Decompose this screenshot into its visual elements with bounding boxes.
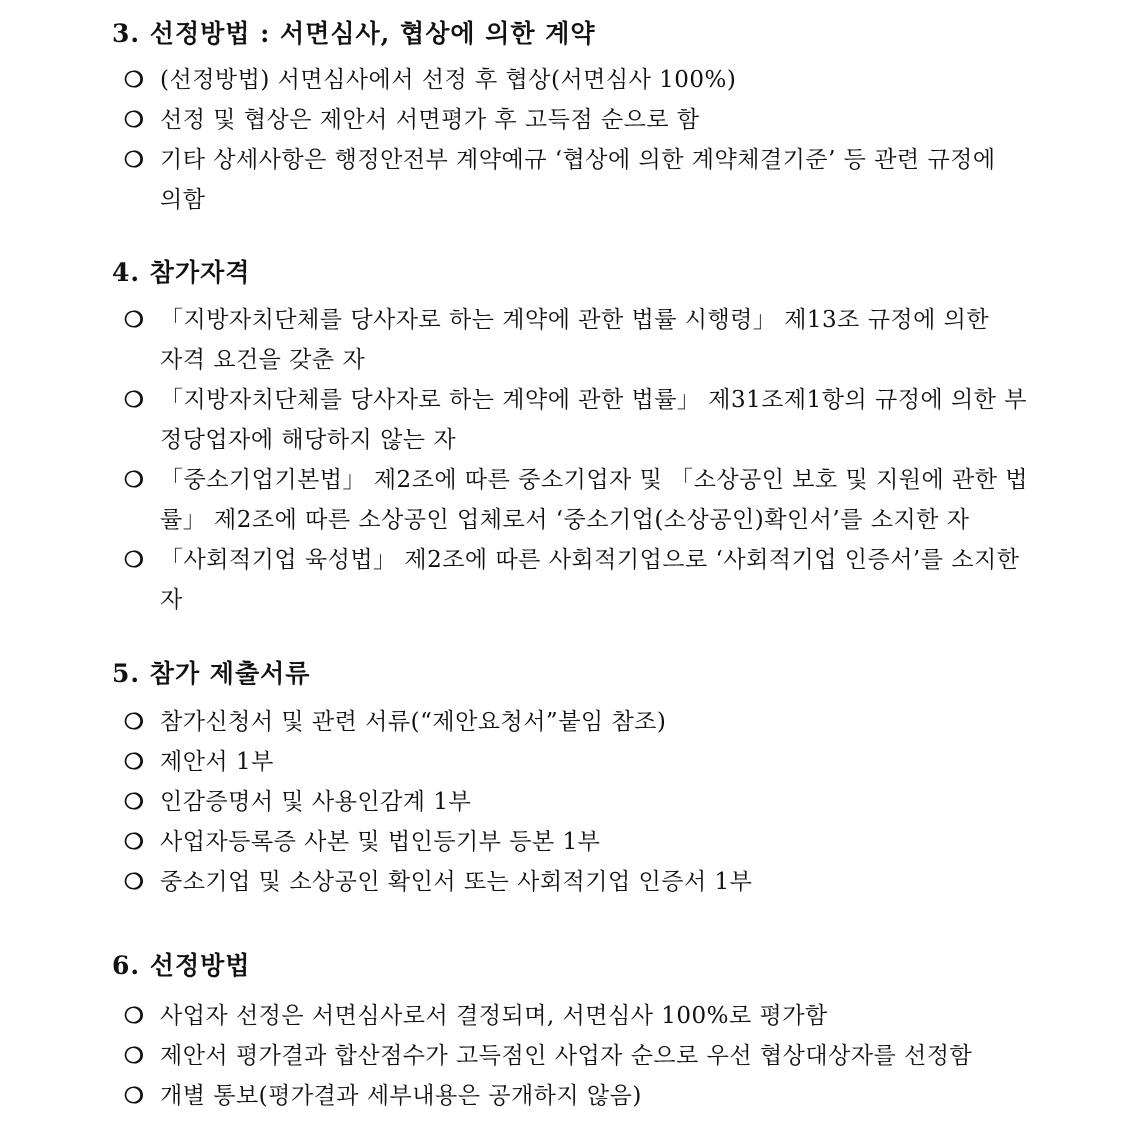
list-item xyxy=(124,140,1044,220)
bullet-icon: ❍ xyxy=(124,869,145,895)
item-text: 「지방자치단체를 당사자로 하는 계약에 관한 법률」 제31조제1항의 규정에 의한 부 xyxy=(160,387,1027,413)
list-item xyxy=(124,782,1044,822)
bullet-icon: ❍ xyxy=(124,709,145,735)
list-item xyxy=(124,862,1044,902)
bullet-icon: ❍ xyxy=(124,1083,145,1109)
item-text-continued: 률」 제2조에 따른 소상공인 업체로서 ‘중소기업(소상공인)확인서’를 소지한 자 xyxy=(160,507,970,533)
bullet-icon: ❍ xyxy=(124,467,145,493)
list-item xyxy=(124,540,1044,620)
list-item xyxy=(124,996,1044,1036)
bullet-icon: ❍ xyxy=(124,749,145,775)
bullet-icon: ❍ xyxy=(124,307,145,333)
item-text: 제안서 1부 xyxy=(160,749,274,775)
item-text: 개별 통보(평가결과 세부내용은 공개하지 않음) xyxy=(160,1083,642,1109)
item-text: 중소기업 및 소상공인 확인서 또는 사회적기업 인증서 1부 xyxy=(160,869,753,895)
list-item xyxy=(124,100,1044,140)
item-text-continued: 정당업자에 해당하지 않는 자 xyxy=(160,427,457,453)
section-heading: 5. 참가 제출서류 xyxy=(112,659,311,688)
item-text: 「중소기업기본법」 제2조에 따른 중소기업자 및 「소상공인 보호 및 지원에 관한 법 xyxy=(160,467,1029,493)
item-text-continued: 자격 요건을 갖춘 자 xyxy=(160,347,366,373)
item-text: 기타 상세사항은 행정안전부 계약예규 ‘협상에 의한 계약체결기준’ 등 관련 규정에 xyxy=(160,147,996,173)
bullet-icon: ❍ xyxy=(124,387,145,413)
list-item xyxy=(124,822,1044,862)
item-text: 참가신청서 및 관련 서류(“제안요청서”붙임 참조) xyxy=(160,709,667,735)
list-item xyxy=(124,60,1044,100)
section-heading: 6. 선정방법 xyxy=(112,951,251,980)
item-text: 인감증명서 및 사용인감계 1부 xyxy=(160,789,472,815)
bullet-icon: ❍ xyxy=(124,547,145,573)
list-item xyxy=(124,300,1044,380)
bullet-icon: ❍ xyxy=(124,1043,145,1069)
section-heading: 4. 참가자격 xyxy=(112,258,251,287)
item-text: 사업자등록증 사본 및 법인등기부 등본 1부 xyxy=(160,829,601,855)
item-text-continued: 의함 xyxy=(160,187,206,213)
bullet-icon: ❍ xyxy=(124,829,145,855)
bullet-icon: ❍ xyxy=(124,67,145,93)
list-item xyxy=(124,742,1044,782)
bullet-icon: ❍ xyxy=(124,789,145,815)
item-text: 사업자 선정은 서면심사로서 결정되며, 서면심사 100%로 평가함 xyxy=(160,1003,828,1029)
list-item xyxy=(124,1036,1044,1076)
item-text-continued: 자 xyxy=(160,587,183,613)
list-item xyxy=(124,380,1044,460)
item-text: (선정방법) 서면심사에서 선정 후 협상(서면심사 100%) xyxy=(160,67,737,93)
bullet-icon: ❍ xyxy=(124,147,145,173)
item-text: 「지방자치단체를 당사자로 하는 계약에 관한 법률 시행령」 제13조 규정에 의한 xyxy=(160,307,990,333)
list-item xyxy=(124,1076,1044,1116)
list-item xyxy=(124,460,1044,540)
item-text: 「사회적기업 육성법」 제2조에 따른 사회적기업으로 ‘사회적기업 인증서’를 소지한 xyxy=(160,547,1020,573)
bullet-icon: ❍ xyxy=(124,107,145,133)
list-item xyxy=(124,702,1044,742)
item-text: 제안서 평가결과 합산점수가 고득점인 사업자 순으로 우선 협상대상자를 선정함 xyxy=(160,1043,973,1069)
section-heading: 3. 선정방법 : 서면심사, 협상에 의한 계약 xyxy=(112,19,596,48)
item-text: 선정 및 협상은 제안서 서면평가 후 고득점 순으로 함 xyxy=(160,107,700,133)
bullet-icon: ❍ xyxy=(124,1003,145,1029)
